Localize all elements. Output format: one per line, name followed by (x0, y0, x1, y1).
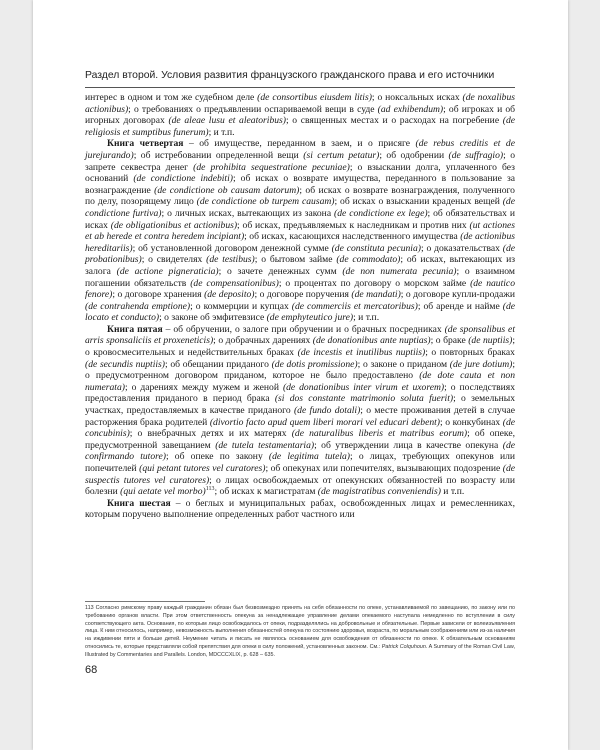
paragraph-book-five (85, 324, 515, 498)
text-run: ; о месте проживания детей в случае расторжения брака родителей (85, 405, 516, 428)
text-run: ; о законе об эмфитевзисе (159, 312, 267, 324)
latin-term: (de donationibus ante nuptias) (312, 335, 431, 347)
latin-term: (de commerciis et mercatoribus) (291, 300, 418, 312)
text-run: ; о лицах, требующих опекунов или попечителей (85, 451, 516, 474)
footnote-text: 113 Согласно римскому праву каждый гражданин обязан был безвозмездно принять на себя обязанности по опеке, устанавливаемой по завещанию, по закону или по требованию органов власти. При этом ответственность опекуна за ненадлежащее управление делами опекаемого наступала немедленно по вступлении в силу соответствующего акта. Основания, по которым лицо освобождалось от опеки, подразделялись на добровольные и обязательные. Первые зависели от волеизъявления лица. К ним относилось, например, невозможность выполнения обязанностей опекуна по состоянию здоровья, возраста, по моральным соображениям или из-за наличия на иждивении пяти и больше детей. Неумение читать и писать не являлось основанием для освобождения от обязанности по опеке. К обязательным основаниям относились те, которые представляли собой препятствия для опеки в силу положений, установленных законом. См.: (85, 605, 515, 650)
text-run: ; о земельных участках, предоставляемых в качестве приданого (85, 393, 516, 417)
latin-term: (de confirmando tutore) (85, 439, 515, 463)
latin-term: (de fundo dotali) (293, 405, 361, 417)
text-run: ; о дарениях между мужем и женой (124, 381, 283, 393)
latin-term: (de condictione ob causam datorum) (154, 184, 300, 196)
latin-term: (de prohibita sequestratione pecuniae) (193, 161, 350, 173)
latin-term: (ut actiones et ab herede et contra heredem incipiant) (85, 219, 515, 243)
latin-term: (qui petant tutores vel curatores) (139, 463, 266, 474)
text-run: ; о договоре хранения (112, 289, 205, 301)
text-run: ; о запрете секвестра денег (85, 149, 515, 173)
latin-term: (de mandati) (351, 289, 401, 301)
text-run: ; об игроках и об игорных договорах (85, 103, 515, 127)
text-run: ; об исках о взыскании краденых вещей (334, 196, 503, 208)
text-run: и т.п. (440, 486, 465, 498)
text-run: ; о кровосмесительных и недействительных браках (85, 335, 515, 359)
latin-term: (de actionibus hereditariis) (85, 231, 515, 254)
latin-term: (ad exhibendum) (377, 103, 444, 115)
latin-term: (si certum petatur) (303, 149, 380, 161)
latin-term: (de actione pigneraticia) (116, 265, 219, 277)
footnote (85, 605, 515, 660)
latin-term: (de condictione indebiti) (133, 173, 233, 185)
latin-term: (de probationibus) (85, 242, 516, 266)
footnote-source: Patrick Colquhoun (381, 643, 426, 650)
latin-term: (de locato et conducto) (85, 300, 515, 324)
footnote-divider (85, 601, 205, 602)
footnote-ref[interactable]: 113 (205, 486, 215, 492)
latin-term: (de noxalibus actionibus) (85, 92, 515, 115)
latin-term: (de magistratibus conveniendis) (317, 486, 441, 498)
text-run: – об имуществе, переданном в заем, и о присяге (183, 138, 416, 150)
text-run: ; об истребовании определенной вещи (133, 149, 304, 161)
text-run: ; и т.п. (208, 126, 235, 138)
text-run: ; о доказательствах (420, 242, 503, 254)
latin-term: (de condictione ob turpem causam) (196, 196, 335, 208)
latin-term: (de nautico fenore) (85, 277, 515, 301)
latin-term: (de incestis et inutilibus nuptiis) (297, 347, 426, 359)
text-run: ; о браке (430, 335, 469, 347)
text-run: ; об обязательствах и исках (85, 207, 515, 231)
latin-term: (de compensationibus) (190, 277, 279, 289)
text-run: ; об исках, вытекающих из залога (85, 254, 515, 277)
text-run: – об обручении, о залоге при обручении и о брачных посредниках (162, 323, 445, 335)
latin-term: (de suspectis tutores vel curatores) (85, 463, 516, 486)
text-run: ; об утверждении лица в качестве опекуна (314, 439, 503, 451)
latin-term: (de consortibus eiusdem litis) (257, 92, 372, 103)
latin-term: (si dos constante matrimonio soluta fuerit) (274, 393, 454, 405)
latin-term: (de tutela testamentaria) (215, 439, 315, 451)
paragraph-book-six (85, 498, 515, 521)
main-text (85, 92, 515, 521)
text-run: ; об исках, предъявляемых к наследникам и против них (237, 219, 470, 231)
text-run: ; об аренде и найме (417, 300, 503, 312)
latin-term: (de constituta pecunia) (331, 242, 421, 254)
text-run: ; о коммерции и купцах (190, 300, 292, 312)
latin-term: (de religiosis et sumptibus funerum) (85, 115, 515, 138)
text-run: ; о предусмотренном договором приданом, которое не было предоставлено (85, 358, 515, 382)
text-run: интерес в одном и том же судебном деле (85, 92, 258, 103)
text-run: ; о договоре купли-продажи (400, 289, 516, 301)
latin-term: (qui aetate vel morbo) (120, 486, 206, 498)
text-run: ; о требованиях о предъявлении оспариваемой вещи в суде (128, 103, 378, 115)
text-run: ; о последствиях предоставления приданого в период брака (85, 381, 516, 405)
latin-term: (de non numerata pecunia) (342, 265, 457, 277)
book-title: Книга пятая (107, 323, 163, 335)
book-title: Книга четвертая (107, 138, 184, 150)
text-run: – о беглых и муниципальных рабах, освобожденных лицах и ремесленниках, которым поручено выполнение определенных работ частного или (85, 497, 515, 521)
text-run: ; о взаимном погашении обязательств (85, 265, 515, 289)
text-run: ; о лицах освобождаемых от опекунских обязанностей по возрасту или болезни (85, 474, 515, 498)
book-page (33, 0, 568, 750)
text-run: ; о конкубинах (440, 416, 503, 428)
text-run: ; об исках о возврате вознаграждения, полученного по делу, позорящему лицо (85, 184, 515, 208)
latin-term: (de jure dotium) (449, 358, 513, 370)
latin-term: (de obligationibus et actionibus) (110, 219, 238, 231)
text-run: ; о повторных браках (425, 347, 515, 359)
paragraph-book-four (85, 138, 515, 324)
latin-term: (de donationibus inter virum et uxorem) (282, 381, 445, 393)
header-divider (85, 87, 515, 88)
text-run: ; о законе о приданом (357, 358, 450, 370)
book-title: Книга шестая (107, 497, 171, 509)
latin-term: (de secundis nuptiis) (85, 358, 165, 370)
latin-term: (de dote cauta et non numerata) (85, 370, 515, 393)
text-run: ; о зачете денежных сумм (218, 265, 343, 277)
text-run: ; о бытовом займе (254, 254, 337, 266)
running-header: Раздел второй. Условия развития французского гражданского права и его источники (85, 70, 495, 81)
latin-term: (de dotis promissione) (271, 358, 358, 370)
latin-term: (de legitima tutela) (268, 451, 350, 463)
paragraph (85, 92, 515, 138)
latin-term: (divortio facto apud quem liberi morari vel educari debent) (209, 416, 440, 428)
latin-term: (de nuptiis) (468, 335, 513, 347)
latin-term: (de condictione ex lege) (334, 207, 428, 219)
text-run: ; об установленной договором денежной сумме (132, 242, 332, 254)
text-run: ; об опекунах или попечителях, вызывающих подозрение (265, 463, 503, 474)
latin-term: (de sponsalibus et arris sponsaliciis et proxeneticis) (85, 323, 515, 347)
text-run: ; об опеке, предусмотренной завещанием (85, 428, 515, 451)
latin-term: (de condictione furtiva) (85, 196, 515, 219)
latin-term: (de aleae lusu et aleatoribus) (168, 115, 286, 127)
text-run: ; о ноксальных исках (371, 92, 463, 103)
text-run: ; об обещании приданого (164, 358, 272, 370)
text-run: ; об исках к магистратам (214, 486, 318, 498)
text-run: ; об опеке по закону (165, 451, 269, 463)
latin-term: (de rebus creditis et de jurejurando) (85, 138, 515, 161)
text-run: ; об исках, касающихся наследственного имущества (244, 231, 461, 243)
text-run: ; о внебрачных детях и их матерях (129, 428, 292, 440)
text-run: ; об одобрении (379, 149, 449, 161)
text-run: ; о добрачных дарениях (213, 335, 313, 347)
page-number: 68 (85, 664, 98, 676)
latin-term: (de emphyteutico jure) (266, 312, 354, 324)
latin-term: (de suffragio) (448, 149, 504, 161)
text-run: ; о процентах по договору о морском займе (278, 277, 471, 289)
text-run: ; о свидетелях (141, 254, 207, 266)
latin-term: (de contrahenda emptione) (85, 300, 191, 312)
latin-term: (de deposito) (204, 289, 255, 301)
latin-term: (de testibus) (206, 254, 255, 266)
text-run: ; об исках о возврате имущества, переданного в пользование за вознаграждение (85, 173, 515, 196)
latin-term: (de commodato) (336, 254, 401, 266)
latin-term: (de concubinis) (85, 416, 515, 440)
latin-term: (de naturalibus liberis et matribus eorum) (291, 428, 468, 440)
text-run: ; о взыскании долга, уплаченного без оснований (85, 161, 515, 185)
text-run: ; о договоре поручения (254, 289, 352, 301)
text-run: ; о священных местах и о расходах на погребение (285, 115, 503, 127)
text-run: ; и т.п. (353, 312, 380, 324)
footnote-tail: . A Summary of the Roman Civil Law, Illustrated by Commentaries and Parallels. London, MDCCCXLIX, p. 628 – 635. (85, 643, 515, 658)
text-run: ; о личных исках, вытекающих из закона (161, 207, 335, 219)
